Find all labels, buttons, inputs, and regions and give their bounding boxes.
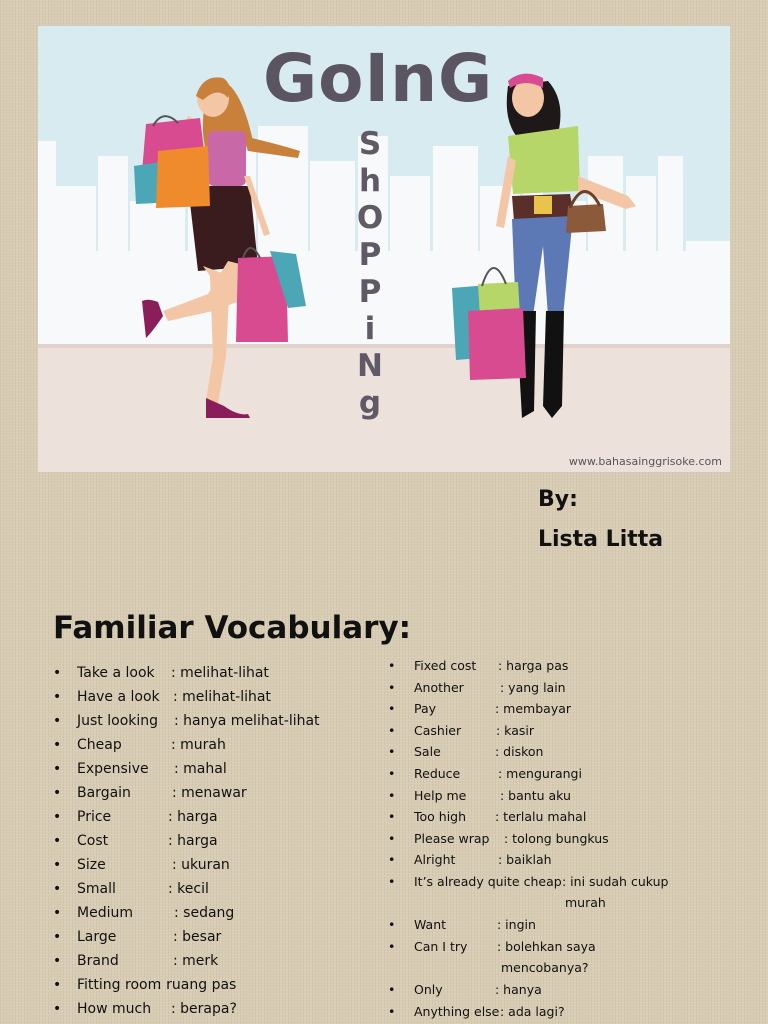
vocab-item (53, 783, 373, 807)
vocab-item (388, 657, 718, 679)
vocab-item (388, 981, 718, 1003)
vocab-item (53, 879, 373, 903)
vocab-term: Sale (414, 744, 441, 760)
bullet-icon: • (388, 981, 396, 997)
vocab-translation: : berapa? (171, 1001, 237, 1017)
vocab-term: Cashier (414, 722, 462, 738)
by-label: By: (538, 487, 578, 512)
vocab-term: Fitting room (77, 977, 162, 993)
bullet-icon: • (388, 852, 396, 868)
vocab-translation: : bantu aku (500, 787, 571, 803)
vocab-term: Can I try (414, 938, 468, 954)
bullet-icon: • (388, 722, 396, 738)
byline (538, 480, 663, 560)
bullet-icon: • (388, 658, 396, 673)
vocab-item (53, 663, 373, 687)
vocab-translation: : harga (168, 809, 218, 825)
vocab-translation: : hanya (495, 981, 542, 997)
vocab-translation-continued: mencobanya? (501, 959, 589, 975)
vocab-item (388, 916, 718, 938)
vocab-term: Large (77, 929, 117, 945)
vocab-translation: : ruang pas (157, 977, 237, 993)
vocab-translation: : yang lain (500, 679, 566, 695)
bullet-icon: • (53, 737, 62, 753)
letter-o: O (356, 200, 384, 236)
vocab-term: Too high (414, 809, 467, 825)
letter-s: S (358, 126, 382, 162)
vocab-translation: : ada lagi? (500, 1003, 565, 1019)
vocab-term: Cost (77, 833, 109, 849)
vocab-item (53, 903, 373, 927)
vocab-translation: : hanya melihat-lihat (174, 713, 320, 729)
vocab-term: Have a look (77, 689, 160, 705)
vocab-term: Want (414, 917, 447, 933)
bullet-icon: • (53, 785, 62, 801)
vocab-term: Please wrap (414, 830, 490, 846)
vocab-item (53, 687, 373, 711)
vocab-item (53, 711, 373, 735)
vocab-list-left (53, 663, 373, 1023)
bullet-icon: • (388, 1003, 396, 1019)
bullet-icon: • (53, 809, 62, 825)
vocab-item (53, 999, 373, 1023)
vocab-translation: : tolong bungkus (504, 830, 609, 846)
vocab-translation: : harga (168, 833, 218, 849)
vocab-item (53, 927, 373, 951)
vocab-term: Take a look (77, 665, 155, 681)
vocab-item (53, 735, 373, 759)
bullet-icon: • (53, 833, 62, 849)
vocab-item (388, 938, 718, 981)
bullet-icon: • (388, 917, 396, 933)
vocab-item (388, 765, 718, 787)
vocab-item (388, 1003, 718, 1024)
bullet-icon: • (53, 689, 62, 705)
bullet-icon: • (388, 830, 396, 846)
vocab-term: Another (414, 679, 464, 695)
bullet-icon: • (53, 761, 62, 777)
vocab-item (388, 679, 718, 701)
vocab-item (388, 830, 718, 852)
vocab-translation: : melihat-lihat (173, 689, 271, 705)
vocab-item (388, 808, 718, 830)
vocab-translation: : ukuran (172, 857, 230, 873)
bullet-icon: • (53, 713, 62, 729)
bullet-icon: • (388, 744, 396, 760)
vocab-translation: : menawar (172, 785, 247, 801)
vocab-term: Help me (414, 787, 467, 803)
letter-i: i (364, 311, 376, 347)
banner-illustration (38, 26, 730, 472)
letter-h: h (358, 163, 382, 199)
bullet-icon: • (53, 857, 62, 873)
vocab-translation: : mahal (174, 761, 227, 777)
vocab-term: Small (77, 881, 116, 897)
bullet-icon: • (388, 938, 396, 954)
bullet-icon: • (53, 905, 62, 921)
letter-n: N (357, 348, 383, 384)
bullet-icon: • (388, 765, 396, 781)
vocab-term: Cheap (77, 737, 122, 753)
banner-title-going: GoInG (263, 40, 494, 117)
vocab-translation: : murah (171, 737, 226, 753)
vocab-term: Medium (77, 905, 133, 921)
vocab-term: Fixed cost (414, 658, 477, 673)
vocab-term: Expensive (77, 761, 149, 777)
letter-p2: P (358, 274, 382, 310)
bullet-icon: • (388, 809, 396, 825)
vocab-term: Only (414, 981, 443, 997)
bullet-icon: • (388, 873, 396, 889)
vocab-term: Price (77, 809, 112, 825)
vocab-term: It’s already quite cheap (414, 873, 562, 889)
bullet-icon: • (53, 977, 62, 993)
bullet-icon: • (53, 881, 62, 897)
section-heading: Familiar Vocabulary: (53, 610, 412, 646)
vocab-term: Bargain (77, 785, 131, 801)
bullet-icon: • (53, 665, 62, 681)
letter-g: g (358, 385, 382, 421)
vocab-translation: : merk (173, 953, 219, 969)
letter-p1: P (358, 237, 382, 273)
vocab-translation: : kasir (496, 722, 534, 738)
bullet-icon: • (388, 701, 396, 717)
vocab-item (53, 975, 373, 999)
vocab-translation: : kecil (168, 881, 209, 897)
vocab-item (388, 787, 718, 809)
vocab-term: How much (77, 1001, 152, 1017)
vocab-item (388, 873, 718, 916)
vocab-item (388, 743, 718, 765)
vocab-item (53, 831, 373, 855)
vocab-translation: : ini sudah cukup (562, 873, 669, 889)
vocab-translation: : harga pas (498, 658, 569, 673)
vocab-translation: : ingin (497, 917, 536, 933)
vocab-term: Just looking (77, 713, 159, 729)
source-url: www.bahasainggrisoke.com (568, 455, 722, 468)
vocab-translation: : bolehkan saya (497, 938, 596, 954)
vocab-term: Anything else (414, 1003, 500, 1019)
vocab-translation: : membayar (495, 701, 572, 717)
author-name: Lista Litta (538, 527, 664, 552)
vocab-item (53, 759, 373, 783)
vocab-item (53, 807, 373, 831)
vocab-translation: : sedang (174, 905, 235, 921)
vocab-list-right (388, 657, 718, 1024)
vocab-translation: : terlalu mahal (495, 809, 587, 825)
bullet-icon: • (53, 1001, 62, 1017)
vocab-translation: : baiklah (498, 852, 552, 868)
vocab-translation: : diskon (495, 744, 544, 760)
vocab-translation: : melihat-lihat (171, 665, 269, 681)
bullet-icon: • (53, 929, 62, 945)
vocab-term: Size (77, 857, 106, 873)
bullet-icon: • (388, 679, 396, 695)
vocab-term: Brand (77, 953, 119, 969)
vocab-term: Pay (414, 701, 437, 717)
vocab-item (53, 855, 373, 879)
vocab-term: Reduce (414, 765, 461, 781)
vocab-translation: : besar (173, 929, 222, 945)
vocab-term: Alright (414, 852, 456, 868)
vocab-translation: : mengurangi (498, 765, 582, 781)
bullet-icon: • (388, 787, 396, 803)
banner-title-shopping (350, 126, 390, 422)
vocab-item (388, 722, 718, 744)
vocab-item (53, 951, 373, 975)
bullet-icon: • (53, 953, 62, 969)
vocab-item (388, 700, 718, 722)
vocab-item (388, 851, 718, 873)
vocab-translation-continued: murah (565, 894, 606, 910)
